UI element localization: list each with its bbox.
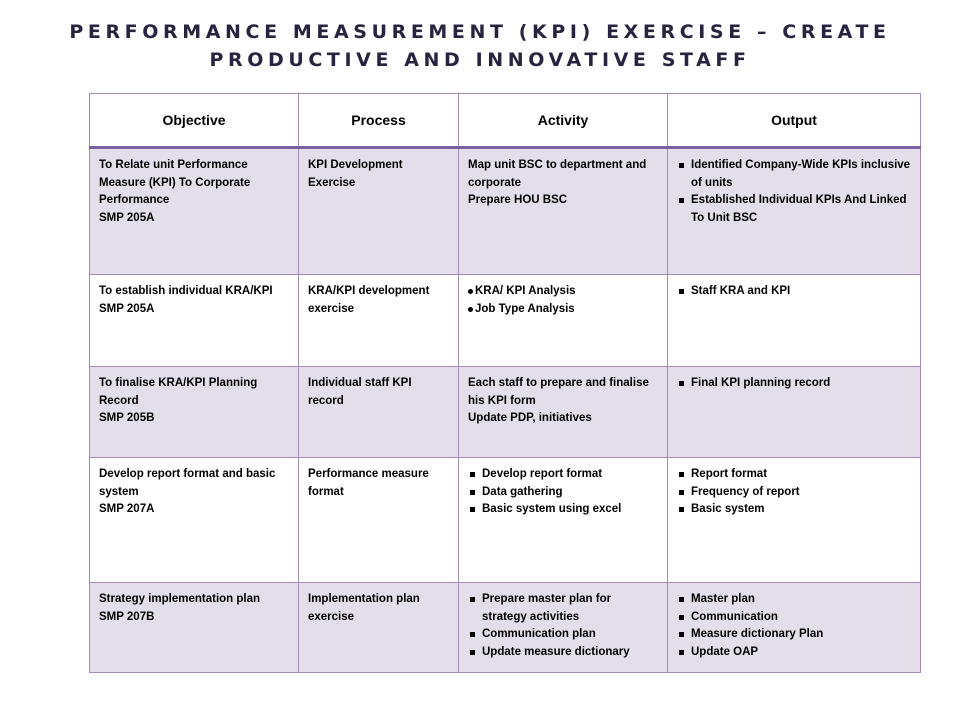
list-item: Update measure dictionary [468, 644, 659, 662]
list-item: Prepare master plan for strategy activities [468, 591, 659, 626]
output-cell [668, 583, 921, 673]
title-line-2: PRODUCTIVE AND INNOVATIVE STAFF [209, 49, 751, 71]
header-objective: Objective [90, 94, 299, 148]
page-title [0, 18, 960, 74]
list-item: Frequency of report [677, 484, 912, 502]
header-process: Process [299, 94, 459, 148]
objective-text: To finalise KRA/KPI Planning Record [99, 377, 258, 407]
process-text: Individual staff KPI record [308, 377, 412, 407]
list-item: Report format [677, 466, 912, 484]
list-item: Established Individual KPIs And Linked To Unit BSC [677, 192, 912, 227]
list-item: Identified Company-Wide KPIs inclusive of units [677, 157, 912, 192]
process-text: Performance measure format [308, 468, 429, 498]
table-row [90, 148, 921, 275]
list-item: Measure dictionary Plan [677, 626, 912, 644]
objective-cell [90, 458, 299, 583]
activity-list [468, 591, 659, 661]
table-row [90, 275, 921, 367]
output-cell [668, 458, 921, 583]
process-text: Implementation plan exercise [308, 593, 420, 623]
objective-text: Strategy implementation plan [99, 593, 261, 605]
list-item: Master plan [677, 591, 912, 609]
table-row [90, 458, 921, 583]
objective-cell [90, 367, 299, 458]
activity-text: Each staff to prepare and finalise his KPI form [468, 377, 649, 407]
objective-text: Develop report format and basic system [99, 468, 276, 498]
objective-text: To establish individual KRA/KPI [99, 285, 273, 297]
objective-cell [90, 148, 299, 275]
list-item: Basic system [677, 501, 912, 519]
process-cell [299, 275, 459, 367]
process-cell [299, 583, 459, 673]
smp-code: SMP 207B [99, 610, 155, 623]
activity-text: Prepare HOU BSC [468, 194, 568, 206]
output-list [677, 157, 912, 227]
output-list [677, 283, 912, 301]
activity-list [468, 466, 659, 519]
output-cell [668, 275, 921, 367]
activity-cell [459, 275, 668, 367]
list-item: Job Type Analysis [468, 301, 659, 319]
list-item: Communication plan [468, 626, 659, 644]
kpi-table [89, 93, 921, 673]
list-item: Final KPI planning record [677, 375, 912, 393]
list-item: Basic system using excel [468, 501, 659, 519]
activity-cell [459, 367, 668, 458]
list-item: Staff KRA and KPI [677, 283, 912, 301]
list-item: Communication [677, 609, 912, 627]
output-cell [668, 148, 921, 275]
activity-cell [459, 583, 668, 673]
list-item: Data gathering [468, 484, 659, 502]
process-cell [299, 367, 459, 458]
output-list [677, 375, 912, 393]
header-output: Output [668, 94, 921, 148]
smp-code: SMP 205B [99, 412, 155, 424]
process-text: KRA/KPI development exercise [308, 285, 430, 315]
list-item: Develop report format [468, 466, 659, 484]
table-row [90, 367, 921, 458]
output-list [677, 591, 912, 661]
process-cell [299, 458, 459, 583]
objective-cell [90, 275, 299, 367]
process-cell [299, 148, 459, 275]
activity-cell [459, 148, 668, 275]
smp-code: SMP 205A [99, 211, 155, 224]
output-list [677, 466, 912, 519]
output-cell [668, 367, 921, 458]
list-item: KRA/ KPI Analysis [468, 283, 659, 301]
activity-text: Map unit BSC to department and corporate [468, 159, 647, 189]
smp-code: SMP 205A [99, 302, 155, 315]
header-row [90, 94, 921, 148]
list-item: Update OAP [677, 644, 912, 662]
process-text: KPI Development Exercise [308, 159, 403, 189]
activity-text: Update PDP, initiatives [468, 412, 592, 424]
objective-text: To Relate unit Performance Measure (KPI) To Corporate Performance [99, 159, 251, 206]
smp-code: SMP 207A [99, 503, 155, 515]
activity-list [468, 283, 659, 318]
header-activity: Activity [459, 94, 668, 148]
title-line-1: PERFORMANCE MEASUREMENT (KPI) EXERCISE – CREATE [69, 21, 891, 43]
objective-cell [90, 583, 299, 673]
table-row [90, 583, 921, 673]
activity-cell [459, 458, 668, 583]
